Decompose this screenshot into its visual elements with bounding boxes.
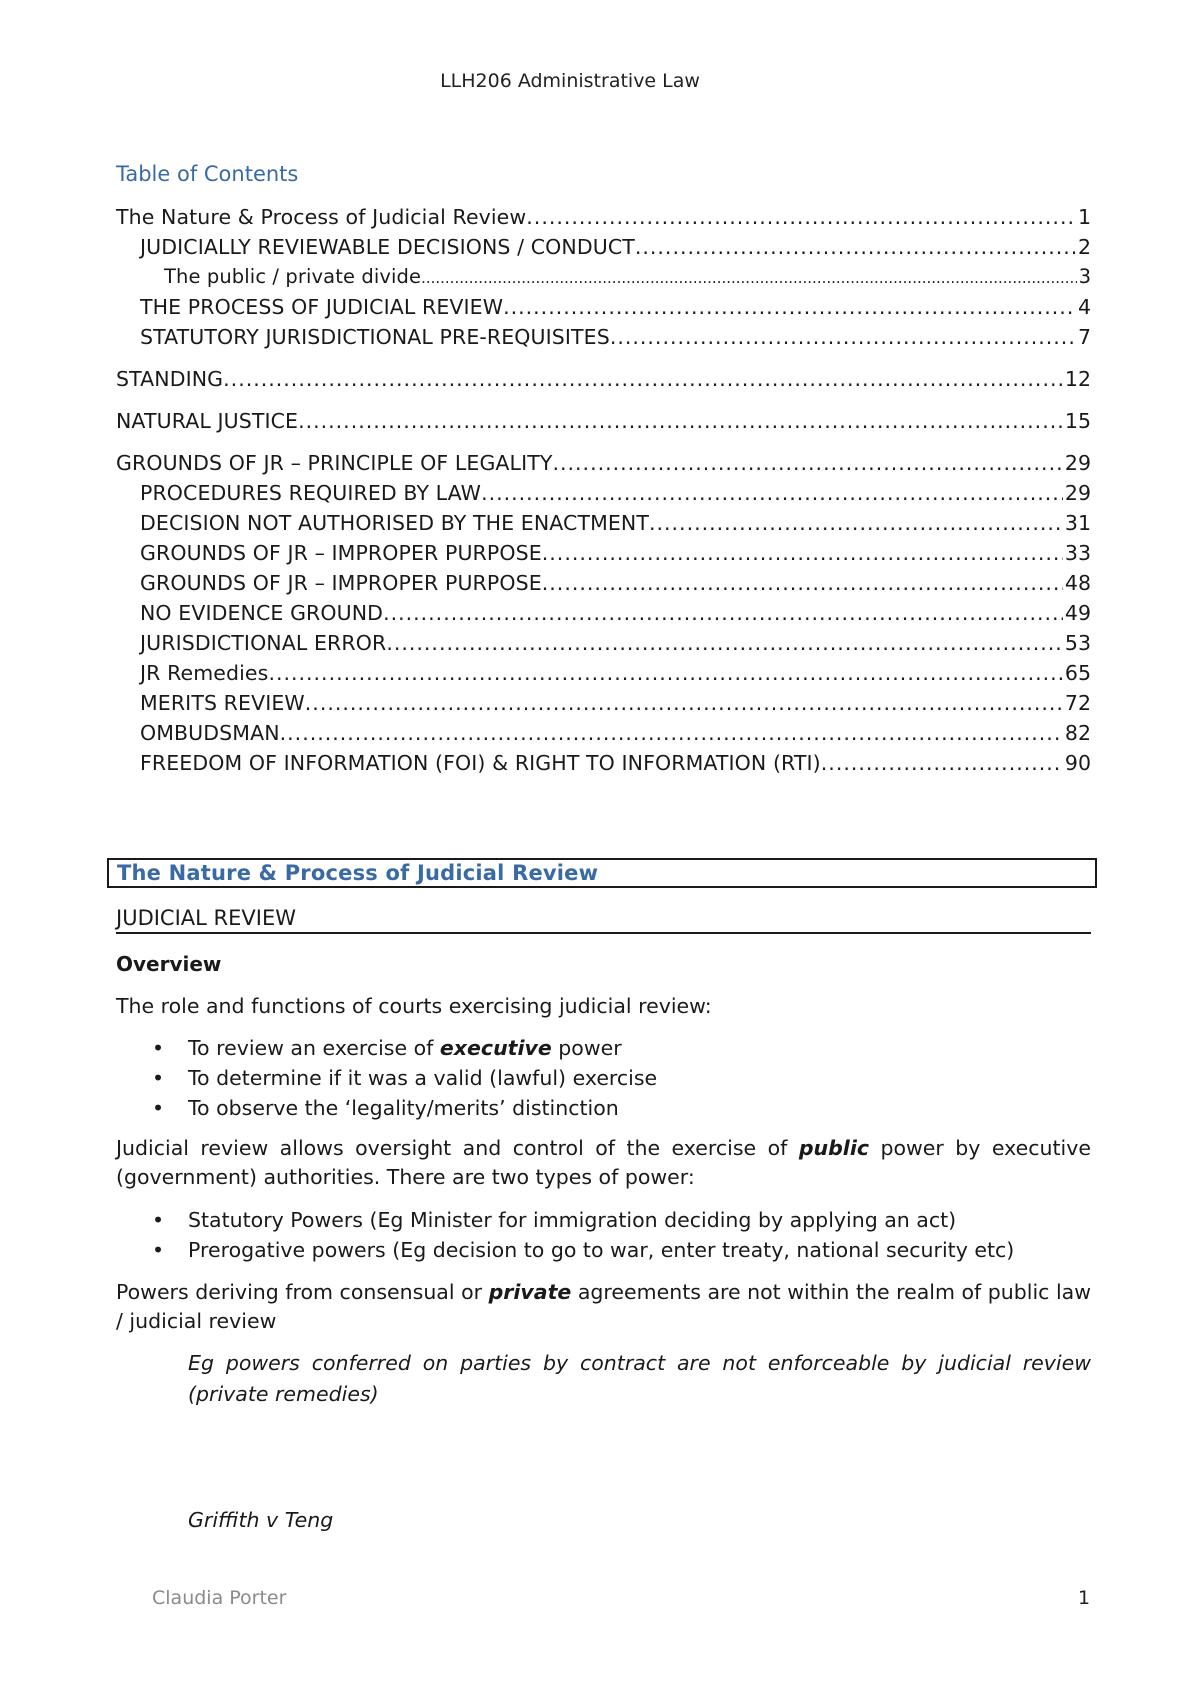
toc-entry[interactable]: The Nature & Process of Judicial Review ..... 1 <box>116 205 1091 235</box>
list-item: • To review an exercise of executive power <box>116 1034 1091 1064</box>
list-item: • To observe the ‘legality/merits’ distinction <box>116 1094 1091 1124</box>
bullet-icon: • <box>152 1208 165 1232</box>
section-heading-box <box>107 858 1097 888</box>
toc-entry[interactable]: THE PROCESS OF JUDICIAL REVIEW ..... 4 <box>116 295 1091 325</box>
intro-paragraph: The role and functions of courts exercising judicial review: <box>116 994 712 1018</box>
bullet-icon: • <box>152 1066 165 1090</box>
toc-entry[interactable]: NO EVIDENCE GROUND ..... 49 <box>116 601 1091 631</box>
oversight-paragraph: Judicial review allows oversight and control of the exercise of public power by executive (government) authorities. There are two types of power: <box>116 1136 1091 1189</box>
toc-entry[interactable]: GROUNDS OF JR – IMPROPER PURPOSE ..... 48 <box>116 571 1091 601</box>
list-item: • Prerogative powers (Eg decision to go to war, enter treaty, national security etc) <box>116 1236 1091 1266</box>
toc-entry[interactable]: JURISDICTIONAL ERROR ..... 53 <box>116 631 1091 661</box>
list-item: • To determine if it was a valid (lawful) exercise <box>116 1064 1091 1094</box>
roles-list <box>116 1034 1091 1124</box>
bullet-icon: • <box>152 1036 165 1060</box>
toc-entry[interactable]: JR Remedies ..... 65 <box>116 661 1091 691</box>
bullet-icon: • <box>152 1096 165 1120</box>
toc-entry[interactable]: NATURAL JUSTICE ..... 15 <box>116 409 1091 439</box>
toc-entry[interactable]: The public / private divide ..... 3 <box>116 265 1091 295</box>
powers-list <box>116 1206 1091 1266</box>
toc-entry[interactable]: STANDING ..... 12 <box>116 367 1091 397</box>
subheading: JUDICIAL REVIEW <box>116 906 1091 934</box>
toc-entry[interactable]: GROUNDS OF JR – IMPROPER PURPOSE ..... 33 <box>116 541 1091 571</box>
toc-entry[interactable]: PROCEDURES REQUIRED BY LAW ..... 29 <box>116 481 1091 511</box>
footer-author: Claudia Porter <box>152 1587 287 1609</box>
toc-entry[interactable]: FREEDOM OF INFORMATION (FOI) & RIGHT TO INFORMATION (RTI) ..... 90 <box>116 751 1091 781</box>
toc-entry[interactable]: JUDICIALLY REVIEWABLE DECISIONS / CONDUCT ..... 2 <box>116 235 1091 265</box>
list-item: • Statutory Powers (Eg Minister for immigration deciding by applying an act) <box>116 1206 1091 1236</box>
bullet-icon: • <box>152 1238 165 1262</box>
overview-heading: Overview <box>116 952 222 976</box>
toc-entry[interactable]: OMBUDSMAN ..... 82 <box>116 721 1091 751</box>
private-powers-paragraph: Powers deriving from consensual or private agreements are not within the realm of public law / judicial review <box>116 1280 1092 1333</box>
table-of-contents <box>116 205 1091 781</box>
toc-entry[interactable]: MERITS REVIEW ..... 72 <box>116 691 1091 721</box>
example-paragraph: Eg powers conferred on parties by contract are not enforceable by judicial review (private remedies) <box>188 1351 1091 1406</box>
toc-entry[interactable]: DECISION NOT AUTHORISED BY THE ENACTMENT ..... 31 <box>116 511 1091 541</box>
section-heading: The Nature & Process of Judicial Review <box>117 861 599 885</box>
toc-entry[interactable]: GROUNDS OF JR – PRINCIPLE OF LEGALITY ..... 29 <box>116 451 1091 481</box>
page-header: LLH206 Administrative Law <box>440 70 700 92</box>
case-name: Griffith v Teng <box>188 1508 334 1532</box>
toc-heading: Table of Contents <box>116 162 299 186</box>
toc-entry[interactable]: STATUTORY JURISDICTIONAL PRE-REQUISITES ..... 7 <box>116 325 1091 355</box>
footer-page-number: 1 <box>1078 1587 1091 1609</box>
